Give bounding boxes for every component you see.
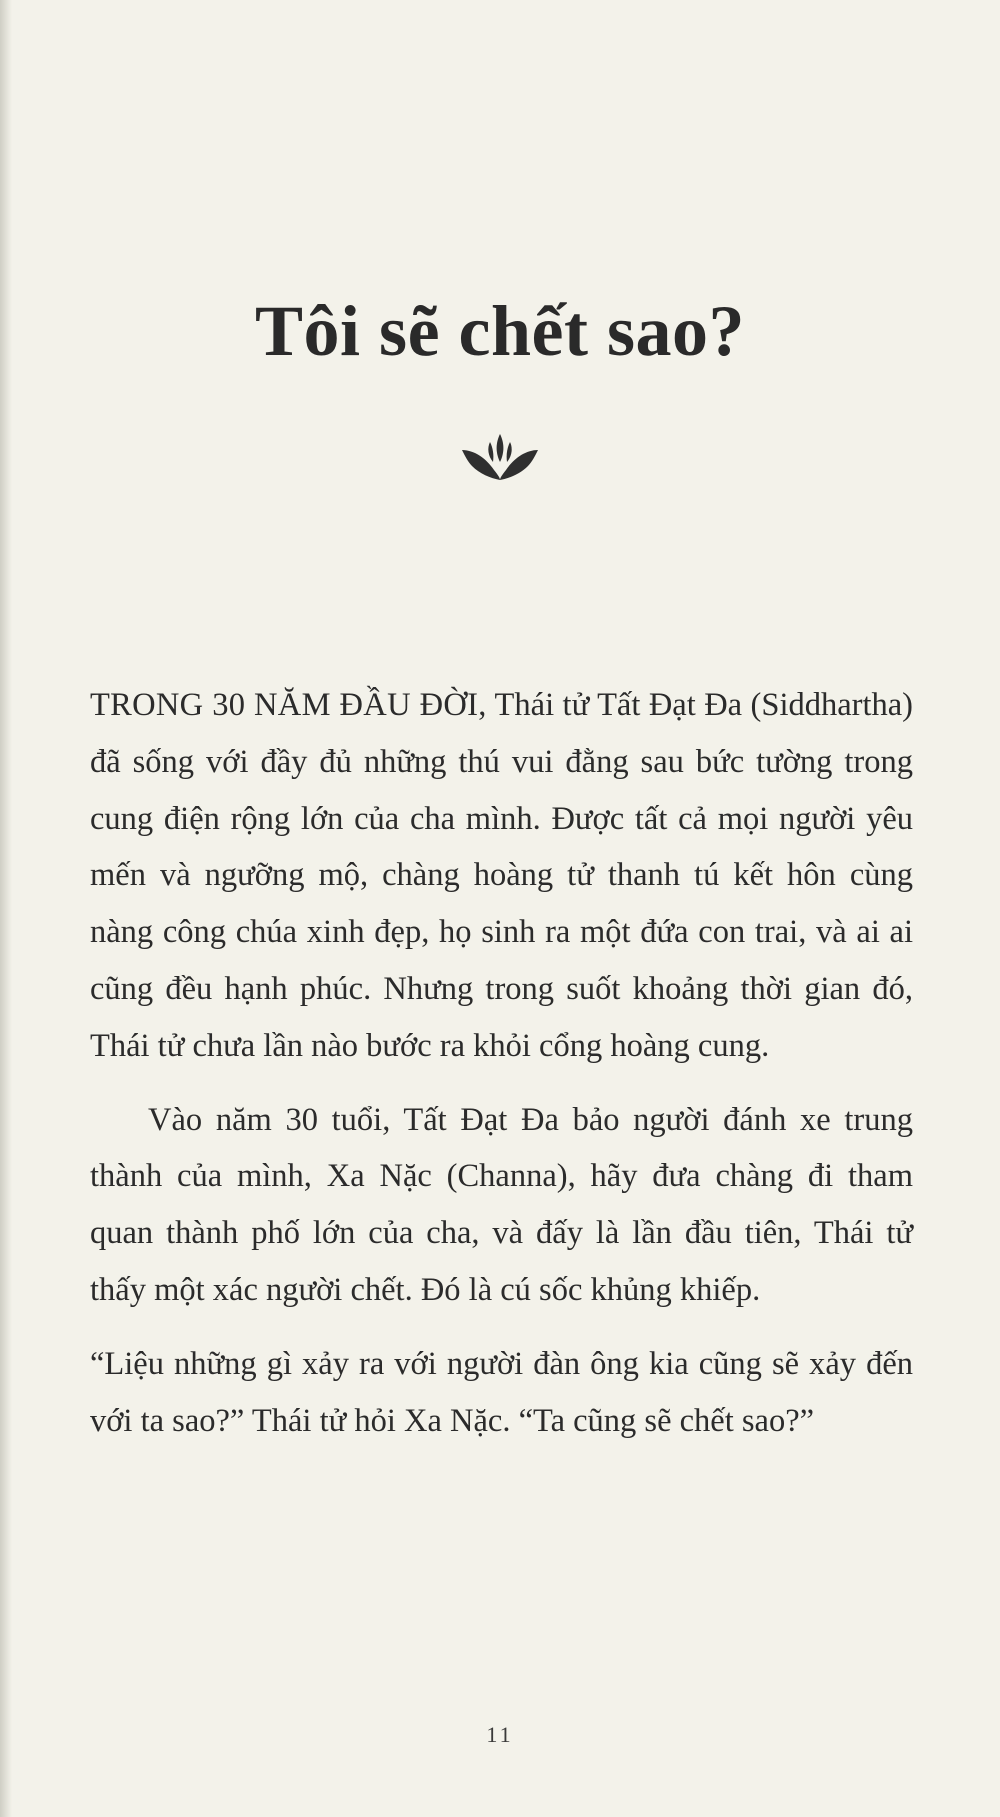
paragraph-1 [90,677,913,1075]
chapter-title: Tôi sẽ chết sao? [255,291,745,371]
lotus-flower-icon [460,428,540,484]
paragraph-lead-in: TRONG 30 NĂM ĐẦU ĐỜI, [90,687,487,723]
page-binding-shadow [0,0,12,1817]
paragraph-3: “Liệu những gì xảy ra với người đàn ông kia cũng sẽ xảy đến với ta sao?” Thái tử hỏi Xa Nặc. “Ta cũng sẽ chết sao?” [90,1345,913,1439]
chapter-body [90,677,913,1466]
paragraph-2: Vào năm 30 tuổi, Tất Đạt Đa bảo người đánh xe trung thành của mình, Xa Nặc (Channa), hãy đưa chàng đi tham quan thành phố lớn của cha, và đấy là lần đầu tiên, Thái tử thấy một xác người chết. Đó là cú sốc khủng khiếp. [90,1101,913,1308]
paragraph-1-text: Thái tử Tất Đạt Đa (Siddhartha) đã sống với đầy đủ những thú vui đằng sau bức tường trong cung điện rộng lớn của cha mình. Được tất cả mọi người yêu mến và ngưỡng mộ, chàng hoàng tử thanh tú kết hôn cùng nàng công chúa xinh đẹp, họ sinh ra một đứa con trai, và ai ai cũng đều hạnh phúc. Nhưng trong suốt khoảng thời gian đó, Thái tử chưa lần nào bước ra khỏi cổng hoàng cung. [90,687,913,1064]
page-number: 11 [486,1722,514,1747]
